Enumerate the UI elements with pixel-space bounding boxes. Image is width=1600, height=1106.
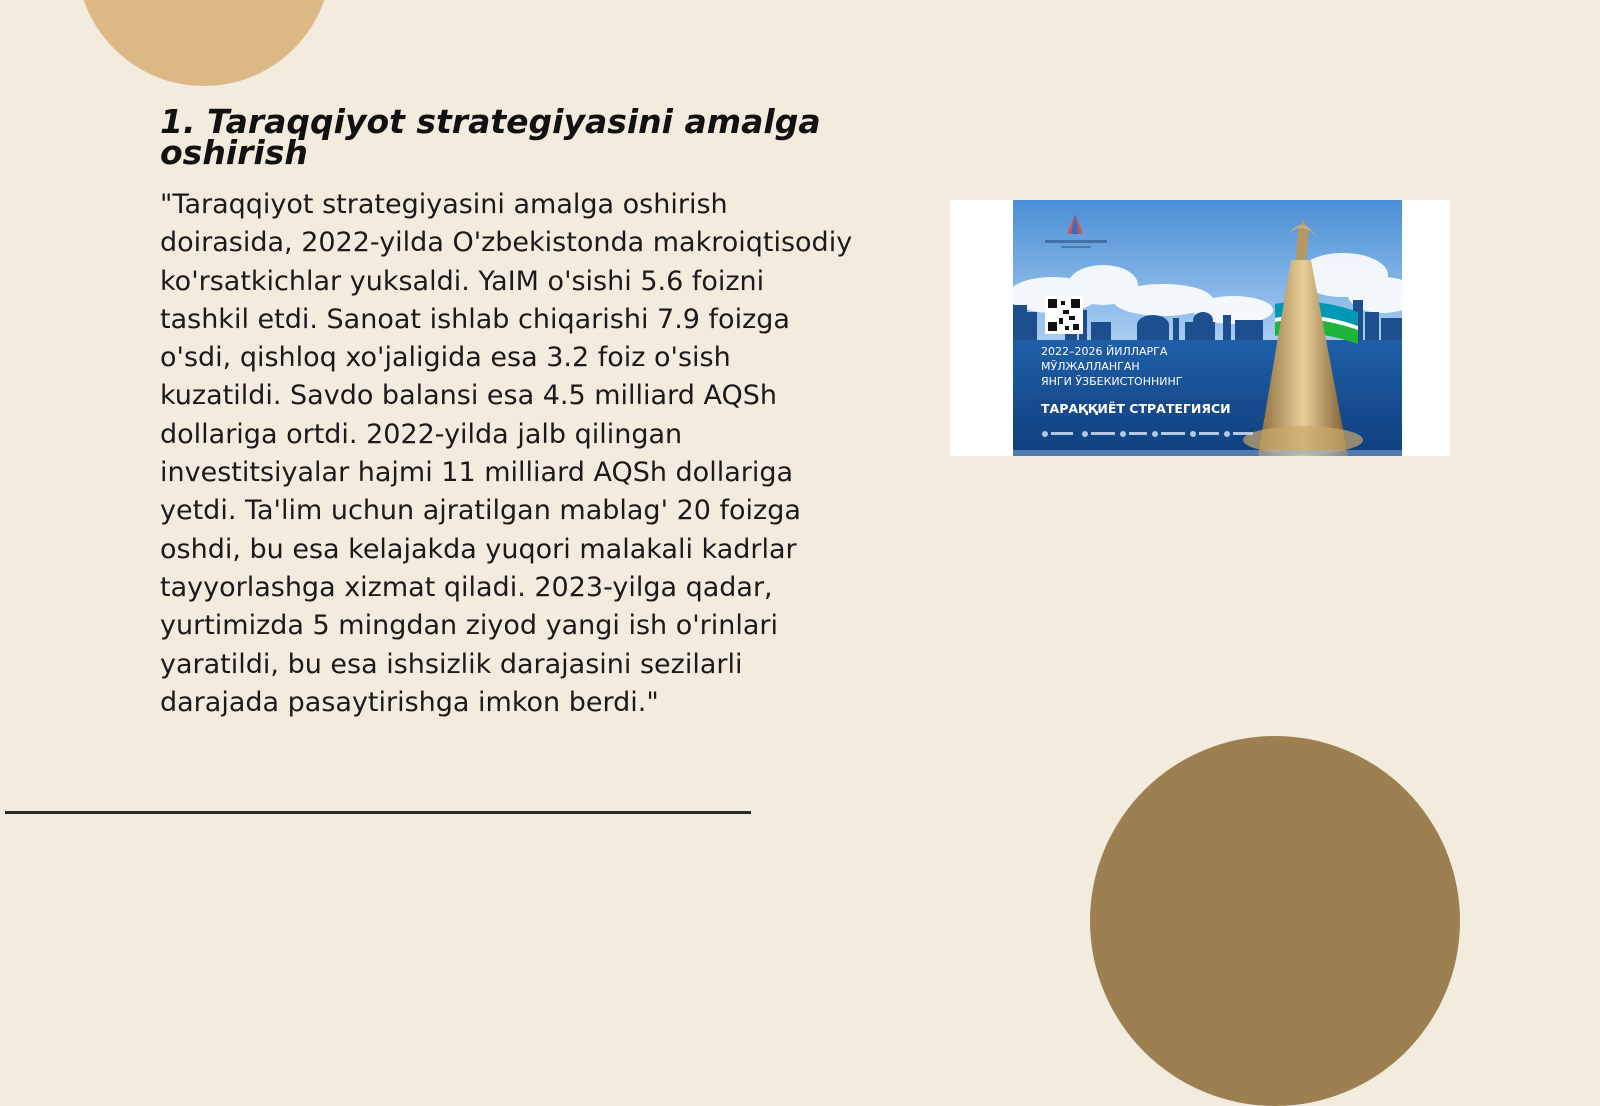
poster-banner: ТАРАҚҚИЁТ СТРАТЕГИЯСИ — [1041, 401, 1231, 416]
strategy-poster-image — [950, 200, 1450, 456]
decorative-circle-top — [77, 0, 331, 86]
poster-subtitle-line1: 2022–2026 ЙИЛЛАРГА — [1041, 345, 1168, 358]
decorative-circle-bottom — [1090, 736, 1460, 1106]
slide-title: 1. Taraqqiyot strategiyasini amalga oshirish — [160, 102, 821, 172]
horizontal-divider — [5, 811, 751, 814]
poster-graphic — [1013, 200, 1402, 456]
poster-subtitle-line3: ЯНГИ ЎЗБЕКИСТОННИНГ — [1041, 375, 1183, 388]
poster-subtitle-line2: МЎЛЖАЛЛАНГАН — [1041, 360, 1140, 373]
slide-body-text: "Taraqqiyot strategiyasini amalga oshirish doirasida, 2022-yilda O'zbekistonda makroiqtisodiy ko'rsatkichlar yuksaldi. YaIM o'sishi 5.6 foizni tashkil etdi. Sanoat ishlab chiqarishi 7.9 foizga o'sdi, qishloq xo'jaligida esa 3.2 foiz o'sish kuzatildi. Savdo balansi esa 4.5 milliard AQSh dollariga ortdi. 2022-yilda jalb qilingan investitsiyalar hajmi 11 milliard AQSh dollariga yetdi. Ta'lim uchun ajratilgan mablag' 20 foizga oshdi, bu esa kelajakda yuqori malakali kadrlar tayyorlashga xizmat qiladi. 2023-yilga qadar, yurtimizda 5 mingdan ziyod yangi ish o'rinlari yaratildi, bu esa ishsizlik darajasini sezilarli darajada pasaytirishga imkon berdi." — [160, 189, 853, 718]
